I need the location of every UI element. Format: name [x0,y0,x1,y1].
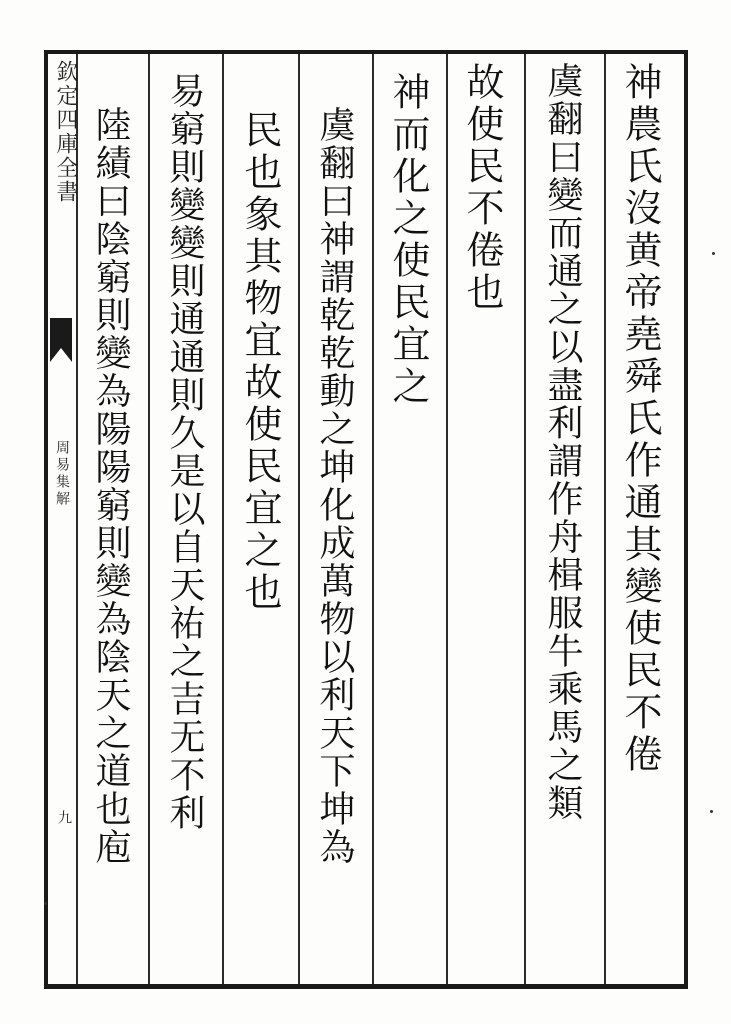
column-rule [222,54,224,984]
frame-top-border [44,50,688,54]
text-column-6: 民也象其物宜故使民宜之也 [238,110,282,614]
fish-tail-mark [50,318,72,362]
scan-speck [712,252,715,255]
column-rule [524,54,526,984]
text-column-3: 故使民不倦也 [460,62,504,314]
text-column-4: 神而化之使民宜之 [386,72,430,408]
text-column-5: 虞翻曰神謂乾乾動之坤化成萬物以利天下坤為 [314,106,355,866]
column-rule [372,54,374,984]
text-column-2: 虞翻曰變而通之以盡利謂作舟楫服牛乘馬之類 [542,62,583,822]
text-column-1: 神農氏沒黄帝堯舜氏作通其變使民不倦 [618,62,662,776]
frame-right-border [684,50,688,988]
text-column-7: 易窮則變變則通通則久是以自天祐之吉无不利 [164,72,205,832]
scan-speck [44,902,47,905]
column-rule [446,54,448,984]
margin-series-title: 欽定四庫全書 [53,60,78,204]
margin-book-title: 周易集解 [54,440,70,508]
frame-bottom-border [44,984,688,989]
column-rule [148,54,150,984]
column-rule [298,54,300,984]
column-rule [604,54,606,984]
margin-page-number: 九 [56,810,72,824]
scan-speck [710,810,713,813]
text-column-8: 陸績曰陰窮則變為陽陽窮則變為陰天之道也庖 [90,106,131,866]
